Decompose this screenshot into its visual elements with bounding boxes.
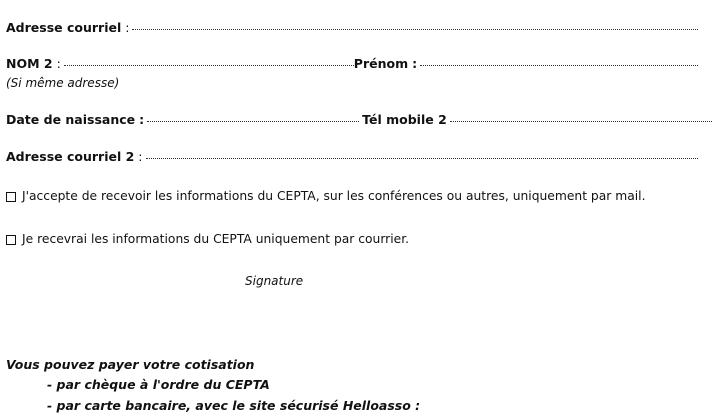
consent-mail-checkbox[interactable] bbox=[6, 192, 16, 202]
mobile2-field[interactable] bbox=[450, 121, 712, 122]
name2-row bbox=[6, 56, 698, 71]
birthdate-colon: : bbox=[139, 112, 145, 127]
firstname-colon: : bbox=[412, 56, 418, 71]
name2-field[interactable] bbox=[64, 65, 354, 66]
firstname-field[interactable] bbox=[420, 65, 698, 66]
email2-label: Adresse courriel 2 bbox=[6, 149, 135, 164]
signature-label: Signature bbox=[245, 274, 304, 288]
email-row bbox=[6, 20, 698, 35]
consent-mail-row bbox=[6, 188, 712, 205]
name2-label: NOM 2 bbox=[6, 56, 53, 71]
email2-colon: : bbox=[138, 149, 143, 164]
email2-field[interactable] bbox=[146, 158, 698, 159]
birthdate-field[interactable] bbox=[147, 121, 359, 122]
consent-post-text: Je recevrai les informations du CEPTA uniquement par courrier. bbox=[22, 232, 410, 246]
consent-post-row bbox=[6, 231, 712, 248]
mobile2-label: Tél mobile 2 bbox=[362, 112, 447, 127]
same-address-note: (Si même adresse) bbox=[6, 76, 120, 90]
email2-row bbox=[6, 149, 698, 164]
birthdate-row bbox=[6, 112, 712, 127]
email-colon: : bbox=[125, 20, 130, 35]
email-field[interactable] bbox=[132, 29, 698, 30]
payment-option-cheque: - par chèque à l'ordre du CEPTA bbox=[47, 377, 270, 392]
birthdate-label: Date de naissance bbox=[6, 112, 136, 127]
payment-option-card: - par carte bancaire, avec le site sécurisé Helloasso : bbox=[47, 398, 421, 413]
firstname-label: Prénom bbox=[353, 56, 409, 71]
name2-colon: : bbox=[56, 56, 61, 71]
consent-post-checkbox[interactable] bbox=[6, 235, 16, 245]
consent-mail-text: J'accepte de recevoir les informations du CEPTA, sur les conférences ou autres, uniquement par mail. bbox=[22, 189, 646, 203]
email-label: Adresse courriel bbox=[6, 20, 122, 35]
payment-heading: Vous pouvez payer votre cotisation bbox=[6, 357, 255, 372]
